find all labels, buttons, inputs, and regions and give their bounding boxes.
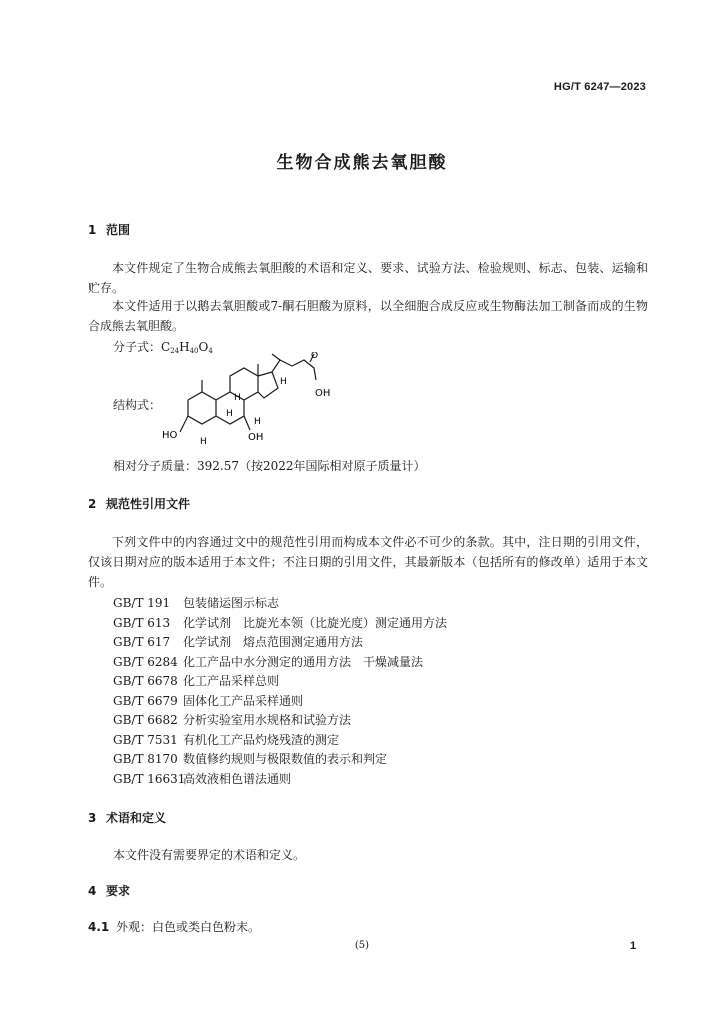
formula-h: H xyxy=(179,340,190,354)
section-3-para: 本文件没有需要界定的术语和定义。 xyxy=(113,848,306,862)
reference-title: 数值修约规则与极限数值的表示和判定 xyxy=(183,752,388,766)
formula-label: 分子式： xyxy=(113,340,162,354)
reference-item xyxy=(113,614,447,631)
reference-item xyxy=(113,692,303,709)
reference-code: GB/T 6682 xyxy=(113,713,178,727)
page-number: 1 xyxy=(630,940,637,952)
acid-hydroxyl: OH xyxy=(315,388,331,399)
reference-title: 有机化工产品灼烧残渣的测定 xyxy=(183,732,340,747)
reference-code: GB/T 191 xyxy=(113,596,171,610)
clause-text: 外观：白色或类白色粉末。 xyxy=(116,920,261,934)
reference-title: 分析实验室用水规格和试验方法 xyxy=(183,713,352,727)
section-2-intro: 下列文件中的内容通过文中的规范性引用而构成本文件必不可少的条款。其中，注日期的引用文件，仅该日期对应的版本适用于本文件；不注日期的引用文件，其最新版本（包括所有的修改单）适用于本文件。 xyxy=(88,535,648,589)
section-title: 要求 xyxy=(106,884,131,898)
reference-item xyxy=(113,672,279,689)
reference-title: 化工产品采样总则 xyxy=(183,674,280,688)
section-1-para-1: 本文件规定了生物合成熊去氧胆酸的术语和定义、要求、试验方法、检验规则、标志、包装、运输和贮存。 xyxy=(88,261,648,295)
section-number: 4 xyxy=(88,884,97,898)
section-number: 1 xyxy=(88,223,97,237)
structure-label: 结构式： xyxy=(113,398,162,412)
reference-item xyxy=(113,731,339,748)
section-number: 3 xyxy=(88,811,97,825)
section-1-heading xyxy=(88,221,130,238)
section-number: 2 xyxy=(88,497,97,511)
reference-item xyxy=(113,770,291,787)
reference-item xyxy=(113,711,351,728)
section-1-para-2: 本文件适用于以鹅去氧胆酸或7-酮石胆酸为原料，以全细胞合成反应或生物酶法加工制备而成的生物合成熊去氧胆酸。 xyxy=(88,299,648,333)
acid-oxygen: O xyxy=(311,352,319,361)
clause-number: 4.1 xyxy=(88,920,110,934)
reference-code: GB/T 617 xyxy=(113,635,171,649)
standard-code: HG/T 6247—2023 xyxy=(553,81,646,93)
reference-code: GB/T 6284 xyxy=(113,654,178,669)
hydroxyl-right: OH xyxy=(248,432,264,443)
structural-formula xyxy=(160,352,340,452)
hydrogen-label-5: H xyxy=(200,437,207,447)
reference-title: 化工产品中水分测定的通用方法 干燥减量法 xyxy=(183,654,424,669)
reference-code: GB/T 6678 xyxy=(113,674,178,688)
reference-code: GB/T 8170 xyxy=(113,752,178,766)
reference-item xyxy=(113,594,279,611)
formula-c-count: 24 xyxy=(170,347,180,355)
reference-code: GB/T 6679 xyxy=(113,693,178,708)
hydroxyl-left: HO xyxy=(162,430,178,441)
hydrogen-label-1: H xyxy=(234,393,241,403)
reference-title: 固体化工产品采样通则 xyxy=(183,693,304,708)
section-4-heading xyxy=(88,882,130,899)
document-title: 生物合成熊去氧胆酸 xyxy=(276,153,448,173)
reference-code: GB/T 16631 xyxy=(113,771,186,786)
footer-mark: (5) xyxy=(354,940,370,951)
reference-title: 化学试剂 熔点范围测定通用方法 xyxy=(183,635,364,649)
formula-h-count: 40 xyxy=(189,347,199,355)
reference-item xyxy=(113,653,423,670)
hydrogen-label-3: H xyxy=(254,417,261,427)
reference-item xyxy=(113,633,363,650)
reference-code: GB/T 7531 xyxy=(113,732,178,747)
reference-title: 化学试剂 比旋光本领（比旋光度）测定通用方法 xyxy=(183,615,448,630)
molecular-mass: 相对分子质量：392.57（按2022年国际相对原子质量计） xyxy=(113,459,426,473)
section-2-heading xyxy=(88,495,190,512)
hydrogen-label-4: H xyxy=(280,377,287,387)
reference-item xyxy=(113,750,387,767)
clause-4-1 xyxy=(88,918,260,935)
hydrogen-label-2: H xyxy=(226,409,233,419)
section-title: 范围 xyxy=(106,223,131,237)
reference-title: 高效液相色谱法通则 xyxy=(183,771,292,786)
section-title: 规范性引用文件 xyxy=(106,497,191,511)
reference-code: GB/T 613 xyxy=(113,615,171,630)
reference-title: 包装储运图示标志 xyxy=(183,596,280,610)
formula-c: C xyxy=(161,340,171,354)
section-3-heading xyxy=(88,809,166,826)
formula-o: O xyxy=(198,340,209,354)
formula-o-count: 4 xyxy=(208,347,213,355)
section-title: 术语和定义 xyxy=(106,811,167,825)
